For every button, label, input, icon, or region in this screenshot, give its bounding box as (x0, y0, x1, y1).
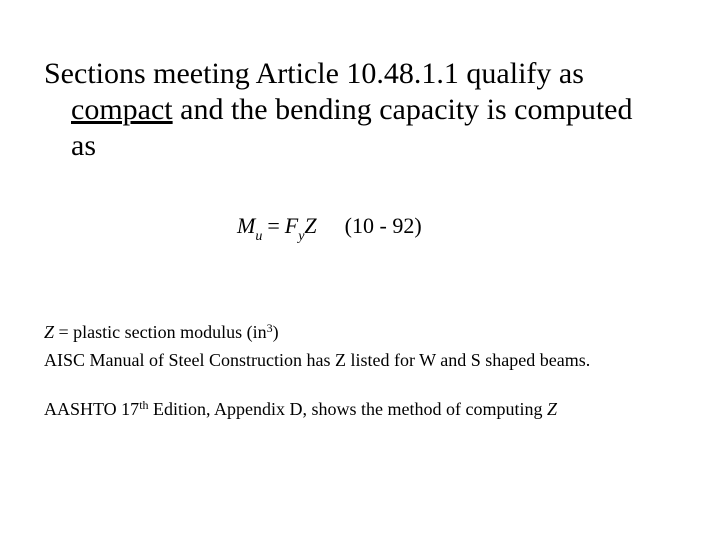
z-unit-exponent: 3 (266, 321, 273, 335)
compact-term: compact (71, 93, 173, 126)
aisc-note: AISC Manual of Steel Construction has Z listed for W and S shaped beams. (44, 350, 591, 370)
equation-equals-sign: = (267, 213, 280, 238)
intro-line-2-rest: and the bending capacity is computed (172, 93, 633, 126)
equation-yield-stress-symbol: F (284, 213, 299, 238)
z-definition-text: = plastic section modulus (in (54, 322, 267, 342)
equation-moment-subscript: u (255, 229, 263, 244)
equation-number: (10 - 92) (344, 213, 422, 238)
aashto-prefix: AASHTO 17 (44, 399, 140, 419)
equation-modulus-symbol: Z (304, 213, 317, 238)
z-symbol: Z (44, 322, 55, 342)
intro-line-3: as (71, 129, 96, 162)
intro-line-2 (44, 92, 694, 128)
z-definition-close: ) (272, 322, 279, 342)
equation-yield-subscript: y (298, 229, 305, 244)
aashto-note (44, 395, 704, 423)
bending-capacity-equation (237, 212, 422, 244)
equation-moment-symbol: M (237, 213, 256, 238)
z-definition (44, 318, 704, 346)
aashto-text: Edition, Appendix D, shows the method of computing (148, 399, 548, 419)
intro-paragraph (44, 56, 694, 164)
aashto-ordinal-suffix: th (139, 398, 149, 412)
intro-line-1: Sections meeting Article 10.48.1.1 qualify as (44, 57, 584, 90)
aashto-z-symbol: Z (547, 399, 558, 419)
definitions-block (44, 318, 704, 423)
